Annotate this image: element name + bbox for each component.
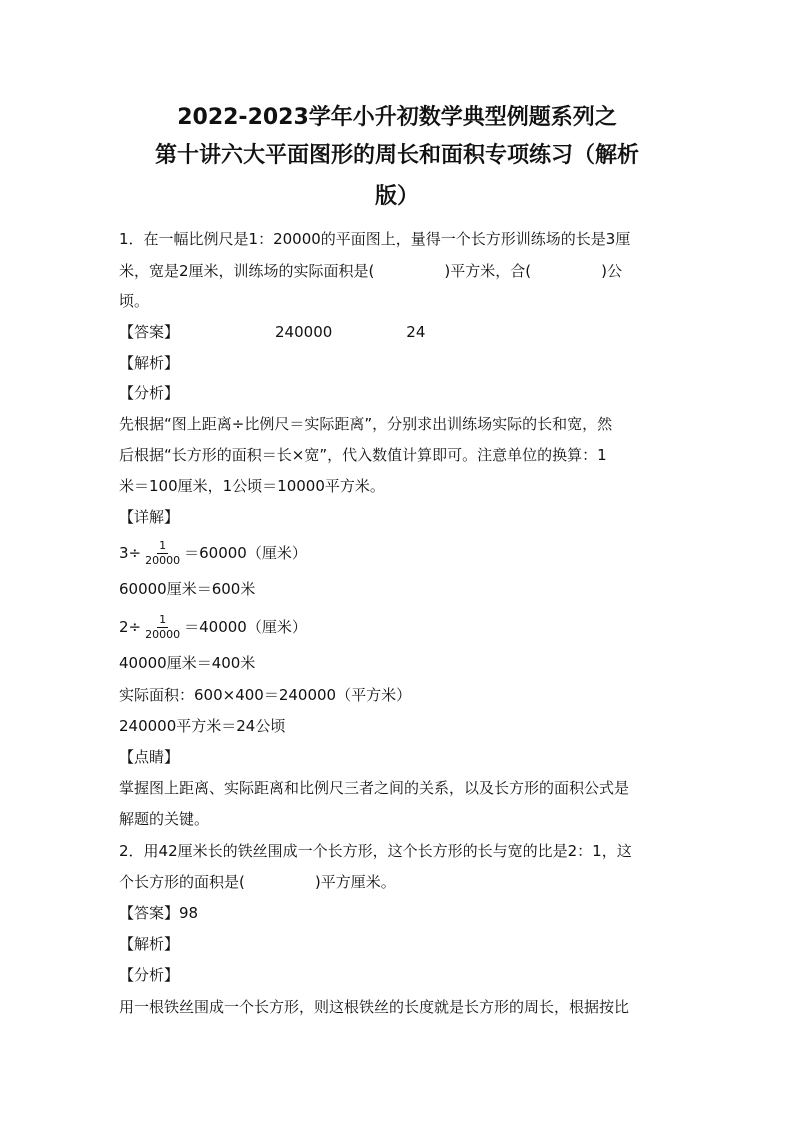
q1-step-3: [119, 612, 307, 642]
q2-fenxi-heading: 【分析】: [119, 966, 180, 984]
q1-answer-label: 【答案】: [119, 323, 180, 341]
q1-dianjing-heading: 【点睛】: [119, 748, 180, 766]
doc-title-line-2: 第十讲六大平面图形的周长和面积专项练习（解析: [154, 143, 639, 168]
doc-title-line-1: 2022-2023学年小升初数学典型例题系列之: [177, 105, 617, 130]
q1-fenxi-heading: 【分析】: [119, 384, 180, 402]
q1-answer-2: 24: [406, 323, 426, 341]
q1-step-3-suffix: ＝40000（厘米）: [184, 618, 307, 636]
q1-text-line-2a: 米，宽是2厘米，训练场的实际面积是(: [119, 262, 375, 280]
q1-step-1-prefix: 3÷: [119, 544, 142, 562]
q1-step-1-suffix: ＝60000（厘米）: [184, 544, 307, 562]
fraction: [143, 539, 182, 568]
q1-analysis-line-2: 后根据“长方形的面积＝长×宽”，代入数值计算即可。注意单位的换算：1: [119, 446, 607, 464]
fraction-denominator: 20000: [145, 627, 181, 641]
q2-text-line-2a: 个长方形的面积是(: [119, 873, 245, 891]
q1-text-line-2c: )公: [601, 262, 622, 280]
q2-text-line-2b: )平方厘米。: [314, 873, 396, 891]
q2-text-line-2: [119, 871, 396, 893]
q1-step-1: [119, 538, 307, 568]
q1-step-4: 40000厘米＝400米: [119, 654, 256, 672]
q1-analysis-line-3: 米＝100厘米，1公顷＝10000平方米。: [119, 477, 385, 495]
q1-comment-line-2: 解题的关键。: [119, 810, 210, 828]
q2-analysis-line-1: 用一根铁丝围成一个长方形，则这根铁丝的长度就是长方形的周长，根据按比: [119, 998, 630, 1016]
q1-analysis-line-1: 先根据“图上距离÷比例尺＝实际距离”，分别求出训练场实际的长和宽，然: [119, 415, 613, 433]
fraction: [143, 613, 182, 642]
q1-step-6: 240000平方米＝24公顷: [119, 717, 286, 735]
fraction-numerator: 1: [159, 538, 167, 552]
q1-answer-1: 240000: [275, 323, 333, 341]
q1-text-line-3: 顷。: [119, 292, 150, 310]
q1-step-3-prefix: 2÷: [119, 618, 142, 636]
doc-title-line-3: 版）: [374, 184, 419, 209]
q1-jiexi-heading: 【解析】: [119, 354, 180, 372]
fraction-denominator: 20000: [145, 553, 181, 567]
q1-answer-row: [119, 321, 425, 343]
q1-text-line-2b: )平方米，合(: [444, 262, 532, 280]
q1-step-2: 60000厘米＝600米: [119, 580, 256, 598]
q2-answer: 【答案】98: [119, 904, 199, 922]
q1-step-5: 实际面积：600×400＝240000（平方米）: [119, 686, 412, 704]
q2-text-line-1: 2．用42厘米长的铁丝围成一个长方形，这个长方形的长与宽的比是2：1，这: [119, 842, 632, 860]
q1-xiangjie-heading: 【详解】: [119, 508, 180, 526]
fraction-numerator: 1: [159, 612, 167, 626]
q1-comment-line-1: 掌握图上距离、实际距离和比例尺三者之间的关系，以及长方形的面积公式是: [119, 779, 630, 797]
q1-text-line-2: [119, 260, 622, 282]
q2-jiexi-heading: 【解析】: [119, 935, 180, 953]
q1-text-line-1: 1．在一幅比例尺是1：20000的平面图上，量得一个长方形训练场的长是3厘: [119, 230, 631, 248]
